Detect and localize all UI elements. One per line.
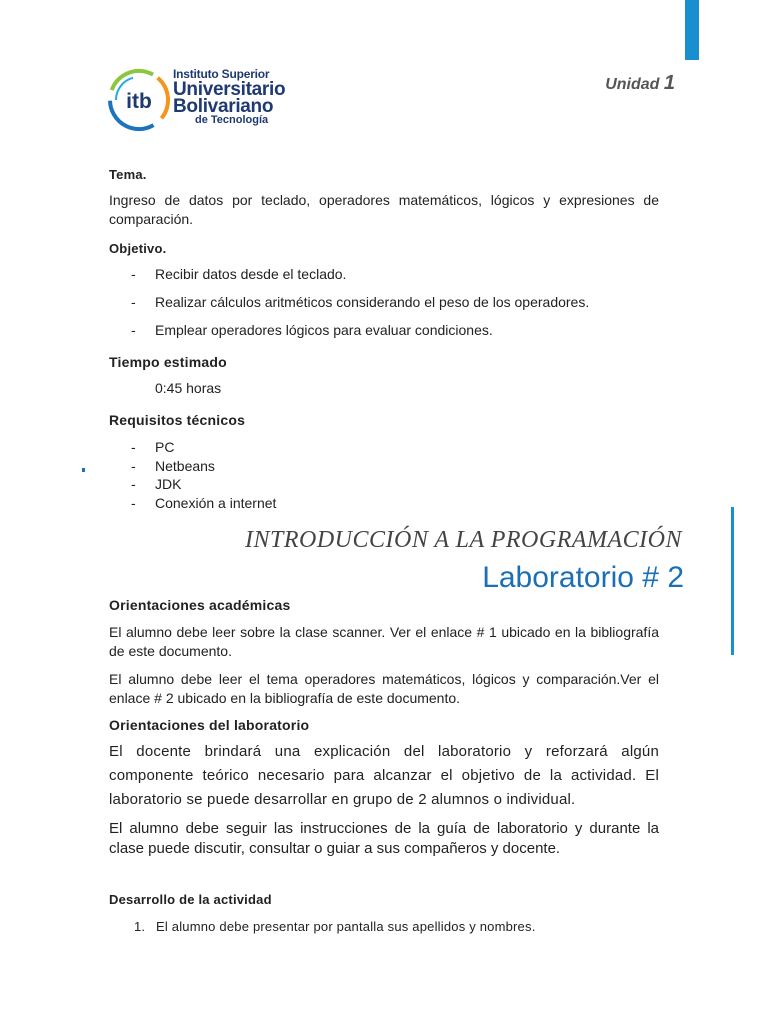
logo-wordmark: [173, 68, 285, 126]
desarrollo-item: [109, 919, 659, 934]
margin-dot: [82, 468, 85, 472]
requisitos-section: [109, 412, 659, 512]
tiempo-section: [109, 354, 659, 396]
itb-logo-icon: [107, 68, 171, 132]
orient-acad-p2: El alumno debe leer el tema operadores matemáticos, lógicos y comparación.Ver el enlace # 2 ubicado en la bibliografía de este documento.: [109, 671, 659, 706]
orient-lab-heading: Orientaciones del laboratorio: [109, 717, 310, 733]
unit-label: [605, 72, 675, 95]
course-title: INTRODUCCIÓN A LA PROGRAMACIÓN: [244, 527, 682, 553]
unit-text: Unidad: [605, 76, 660, 93]
objetivo-item: - Realizar cálculos aritméticos considerando el peso de los operadores.: [109, 294, 659, 310]
top-accent-bar: [685, 0, 699, 60]
tema-heading: Tema.: [109, 167, 147, 182]
orient-lab-p1: El docente brindará una explicación del laboratorio y reforzará algún componente teórico necesario para alcanzar el objetivo de la actividad. El laboratorio se puede desarrollar en grupo de 2 alumnos o individual.: [109, 743, 659, 808]
orient-acad-p1: El alumno debe leer sobre la clase scanner. Ver el enlace # 1 ubicado en la bibliografía de este documento.: [109, 624, 659, 659]
tiempo-heading: Tiempo estimado: [109, 354, 227, 370]
requisito-item: - JDK: [109, 475, 659, 494]
desarrollo-heading: Desarrollo de la actividad: [109, 892, 272, 907]
requisito-item: - Conexión a internet: [109, 494, 659, 513]
objetivo-item: - Recibir datos desde el teclado.: [109, 266, 659, 282]
desarrollo-list: [109, 919, 659, 934]
orient-lab-section: [109, 717, 659, 859]
requisitos-list: [109, 438, 659, 512]
tema-text: Ingreso de datos por teclado, operadores matemáticos, lógicos y expresiones de comparación.: [109, 192, 659, 227]
side-accent-bar: [731, 507, 734, 655]
objetivo-heading: Objetivo.: [109, 241, 167, 256]
logo-line-4: de Tecnología: [195, 114, 269, 126]
logo-line-2: Universitario: [173, 79, 286, 100]
logo-line-1: Instituto Superior: [173, 67, 270, 81]
logo-mark: itb: [126, 90, 152, 113]
tiempo-value: 0:45 horas: [155, 380, 222, 396]
orient-acad-section: [109, 597, 659, 708]
logo-line-3: Bolivariano: [173, 96, 274, 117]
requisitos-heading: Requisitos técnicos: [109, 412, 246, 428]
objetivo-item: - Emplear operadores lógicos para evaluar condiciones.: [109, 322, 659, 338]
objetivo-list: [109, 266, 659, 338]
desarrollo-section: [109, 892, 659, 934]
unit-number: 1: [663, 72, 675, 94]
requisito-item: - Netbeans: [109, 457, 659, 476]
desarrollo-item-text: El alumno debe presentar por pantalla sus apellidos y nombres.: [156, 919, 536, 934]
orient-acad-heading: Orientaciones académicas: [109, 597, 291, 613]
requisito-item: - PC: [109, 438, 659, 457]
lab-title: Laboratorio # 2: [482, 561, 684, 594]
tema-section: [109, 167, 659, 229]
desarrollo-item-number: 1.: [134, 919, 146, 934]
objetivo-section: [109, 241, 659, 338]
institution-logo: [107, 68, 297, 132]
orient-lab-p2: El alumno debe seguir las instrucciones de la guía de laboratorio y durante la clase puede discutir, consultar o guiar a sus compañeros y docente.: [109, 820, 659, 857]
